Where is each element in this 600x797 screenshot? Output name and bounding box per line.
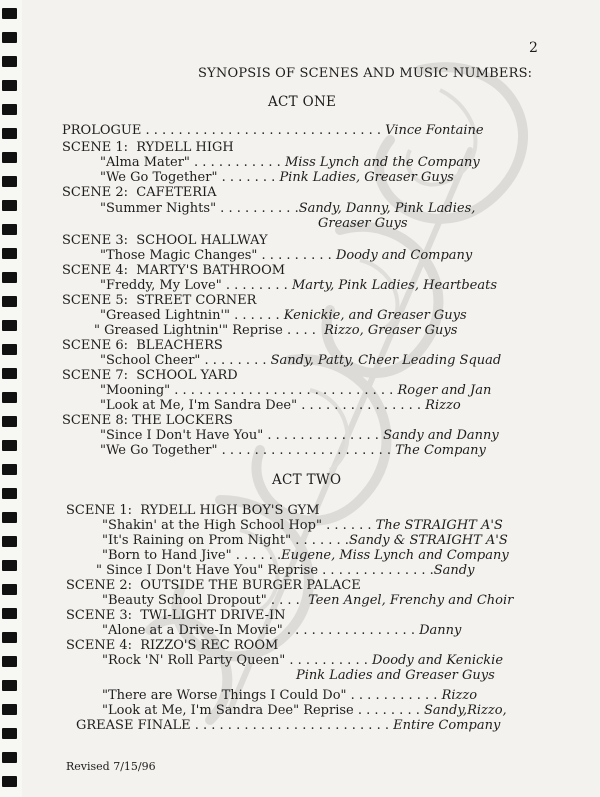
binding-hole <box>2 512 17 523</box>
scene-line <box>62 293 256 308</box>
line-performers: Rizzo, Greaser Guys <box>324 323 458 338</box>
line-title: SCENE 3: TWI-LIGHT DRIVE-IN <box>66 608 286 623</box>
binding-hole <box>2 296 17 307</box>
scene-line <box>94 323 457 338</box>
page-title: SYNOPSIS OF SCENES AND MUSIC NUMBERS: <box>198 66 533 81</box>
line-title: "Beauty School Dropout" . . . . <box>102 593 309 608</box>
binding-hole <box>2 80 17 91</box>
binding-hole <box>2 752 17 763</box>
line-title: "Freddy, My Love" . . . . . . . . <box>100 278 292 293</box>
line-performers: Sandy, Danny, Pink Ladies, <box>298 201 476 216</box>
line-title: SCENE 8: THE LOCKERS <box>62 413 233 428</box>
scene-line <box>100 201 475 216</box>
line-performers: Vince Fontaine <box>385 123 484 138</box>
scene-line <box>100 428 499 443</box>
scene-line <box>62 233 268 248</box>
binding-hole <box>2 176 17 187</box>
line-title: PROLOGUE . . . . . . . . . . . . . . . . . . . . . . . . . . . . . <box>62 123 386 138</box>
scene-line <box>100 383 491 398</box>
line-title: SCENE 1: RYDELL HIGH BOY'S GYM <box>66 503 320 518</box>
binding-hole <box>2 32 17 43</box>
line-title: SCENE 7: SCHOOL YARD <box>62 368 238 383</box>
line-title: "We Go Together" . . . . . . . . . . . . . . . . . . . . . <box>100 443 396 458</box>
binding-hole <box>2 632 17 643</box>
scene-line <box>100 155 480 170</box>
scene-line <box>62 140 234 155</box>
line-performers: Rizzo <box>425 398 461 413</box>
line-title: "Alma Mater" . . . . . . . . . . . <box>100 155 285 170</box>
act-two-heading: ACT TWO <box>272 472 342 488</box>
binding-hole <box>2 536 17 547</box>
line-title: SCENE 2: CAFETERIA <box>62 185 217 200</box>
binding-hole <box>2 272 17 283</box>
binding-hole <box>2 728 17 739</box>
line-performers: Sandy <box>433 563 475 578</box>
line-title: "Born to Hand Jive" . . . . . . <box>102 548 282 563</box>
binding-hole <box>2 656 17 667</box>
line-title: "Shakin' at the High School Hop" . . . . . . <box>102 518 376 533</box>
binding-hole <box>2 56 17 67</box>
binding-hole <box>2 8 17 19</box>
line-title: "Rock 'N' Roll Party Queen" . . . . . . . . . . <box>102 653 372 668</box>
scene-line <box>100 443 486 458</box>
binding-hole <box>2 128 17 139</box>
line-performers: Entire Company <box>393 718 501 733</box>
scene-line <box>102 593 513 608</box>
spiral-binding <box>0 0 22 797</box>
line-performers: Miss Lynch and the Company <box>284 155 480 170</box>
scene-line <box>66 638 278 653</box>
scene-line <box>62 263 285 278</box>
scene-line <box>100 278 497 293</box>
binding-hole <box>2 368 17 379</box>
line-performers: Eugene, Miss Lynch and Company <box>281 548 509 563</box>
line-title: SCENE 5: STREET CORNER <box>62 293 257 308</box>
binding-hole <box>2 248 17 259</box>
scene-line <box>62 368 238 383</box>
binding-hole <box>2 584 17 595</box>
scene-line <box>102 703 507 718</box>
line-title: "It's Raining on Prom Night" . . . . . . . <box>102 533 349 548</box>
scene-line <box>66 503 320 518</box>
line-title: SCENE 6: BLEACHERS <box>62 338 223 353</box>
binding-hole <box>2 320 17 331</box>
line-title: GREASE FINALE . . . . . . . . . . . . . . . . . . . . . . . . <box>76 718 394 733</box>
binding-hole <box>2 416 17 427</box>
line-title: " Greased Lightnin'" Reprise . . . . <box>94 323 325 338</box>
line-title: "Greased Lightnin'" . . . . . . <box>100 308 284 323</box>
line-performers: Sandy, Patty, Cheer Leading Squad <box>270 353 502 368</box>
scene-line <box>102 688 477 703</box>
binding-hole <box>2 608 17 619</box>
scene-line <box>66 578 361 593</box>
line-title: SCENE 4: MARTY'S BATHROOM <box>62 263 286 278</box>
scene-line <box>96 563 474 578</box>
scene-line <box>62 338 223 353</box>
binding-hole <box>2 224 17 235</box>
scene-line <box>100 170 454 185</box>
scene-line <box>100 398 461 413</box>
page-number: 2 <box>529 40 538 56</box>
scene-line <box>62 185 217 200</box>
binding-hole <box>2 560 17 571</box>
scene-line <box>100 353 501 368</box>
line-title: "There are Worse Things I Could Do" . . . . . . . . . . . <box>102 688 442 703</box>
scene-line <box>102 533 508 548</box>
line-title: " Since I Don't Have You" Reprise . . . . . . . . . . . . . . <box>96 563 434 578</box>
line-title: "We Go Together" . . . . . . . <box>100 170 280 185</box>
scene-line <box>318 216 408 231</box>
scene-line <box>66 608 285 623</box>
line-title: SCENE 2: OUTSIDE THE BURGER PALACE <box>66 578 361 593</box>
revision-footer: Revised 7/15/96 <box>66 760 156 773</box>
scene-line <box>296 668 495 683</box>
line-performers: The STRAIGHT A'S <box>375 518 503 533</box>
binding-hole <box>2 152 17 163</box>
binding-hole <box>2 488 17 499</box>
line-performers: Doody and Company <box>335 248 473 263</box>
act-one-heading: ACT ONE <box>268 94 337 110</box>
line-performers: Roger and Jan <box>397 383 492 398</box>
binding-hole <box>2 440 17 451</box>
line-performers: Greaser Guys <box>318 216 408 231</box>
binding-hole <box>2 392 17 403</box>
line-performers: Teen Angel, Frenchy and Choir <box>308 593 514 608</box>
scene-line <box>62 123 484 138</box>
scene-line <box>100 248 472 263</box>
line-performers: Kenickie, and Greaser Guys <box>283 308 467 323</box>
binding-hole <box>2 776 17 787</box>
scene-line <box>62 413 233 428</box>
line-performers: Doody and Kenickie <box>371 653 504 668</box>
line-title: "Look at Me, I'm Sandra Dee" Reprise . . . . . . . . <box>102 703 424 718</box>
line-performers: Marty, Pink Ladies, Heartbeats <box>291 278 497 293</box>
line-performers: Pink Ladies and Greaser Guys <box>296 668 495 683</box>
binding-hole <box>2 344 17 355</box>
line-title: SCENE 3: SCHOOL HALLWAY <box>62 233 268 248</box>
binding-hole <box>2 104 17 115</box>
scene-line <box>102 653 503 668</box>
line-title: "Those Magic Changes" . . . . . . . . . <box>100 248 336 263</box>
line-performers: Sandy and Danny <box>383 428 499 443</box>
line-performers: Sandy,Rizzo, <box>423 703 507 718</box>
line-title: "Mooning" . . . . . . . . . . . . . . . . . . . . . . . . . . . <box>100 383 398 398</box>
binding-hole <box>2 704 17 715</box>
scene-line <box>76 718 500 733</box>
line-performers: Pink Ladies, Greaser Guys <box>279 170 454 185</box>
line-performers: Rizzo <box>441 688 478 703</box>
scene-line <box>102 623 461 638</box>
line-performers: The Company <box>395 443 486 458</box>
line-title: "Alone at a Drive-In Movie" . . . . . . . . . . . . . . . . <box>102 623 420 638</box>
scene-line <box>102 548 509 563</box>
scene-line <box>102 518 503 533</box>
binding-hole <box>2 200 17 211</box>
line-title: "School Cheer" . . . . . . . . <box>100 353 271 368</box>
binding-hole <box>2 464 17 475</box>
binding-hole <box>2 680 17 691</box>
line-title: "Summer Nights" . . . . . . . . . . <box>100 201 299 216</box>
line-title: SCENE 4: RIZZO'S REC ROOM <box>66 638 279 653</box>
line-performers: Sandy & STRAIGHT A'S <box>348 533 508 548</box>
line-performers: Danny <box>419 623 462 638</box>
line-title: "Since I Don't Have You" . . . . . . . . . . . . . . <box>100 428 384 443</box>
line-title: "Look at Me, I'm Sandra Dee" . . . . . . . . . . . . . . . <box>100 398 426 413</box>
scene-line <box>100 308 467 323</box>
line-title: SCENE 1: RYDELL HIGH <box>62 140 234 155</box>
